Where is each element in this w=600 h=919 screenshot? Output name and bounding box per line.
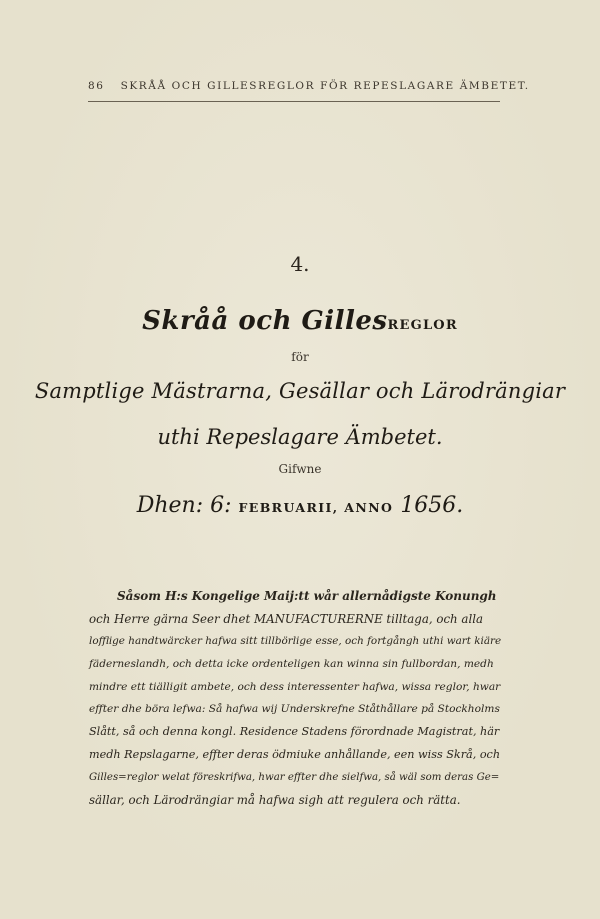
body-line: Gilles=reglor welat föreskrifwa, hwar effter dhe sielfwa, så wäl som deras Ge= <box>89 771 500 783</box>
body-line: lofflige handtwärcker hafwa sitt tillbörlige esse, och fortgångh uthi wart kiäre <box>89 635 502 648</box>
header-rule <box>88 101 500 102</box>
title-gifwne: Gifwne <box>278 462 322 476</box>
body-line: och Herre gärna Seer dhet MANUFACTURERNE tilltaga, och alla <box>89 611 484 626</box>
running-head-title: SKRÅÅ OCH GILLESREGLOR FÖR REPESLAGARE ÄMBETET. <box>120 80 530 92</box>
title-main: Skråå och Gilles <box>142 306 388 336</box>
body-line: Slått, så och denna kongl. Residence Stadens förordnade Magistrat, här <box>89 725 500 739</box>
date-year: 1656. <box>400 493 464 518</box>
body-line: medh Repslagarne, effter deras ödmiuke anhållande, een wiss Skrå, och <box>89 747 501 761</box>
body-line: fäderneslandh, och detta icke ordenteligen kan winna sin fullbordan, medh <box>89 658 494 671</box>
title-line-2: Samptlige Mästrarna, Gesällar och Lärodrängiar <box>34 379 566 403</box>
body-line: sällar, och Lärodrängiar må hafwa sigh att regulera och rätta. <box>89 793 461 808</box>
title-smallcaps: REGLOR <box>387 318 458 333</box>
body-text <box>89 585 501 812</box>
body-line: Såsom H:s Kongelige Maij:tt wår allernådigste Konungh <box>117 589 497 603</box>
date-line <box>0 493 600 518</box>
date-smallcaps: FEBRUARII, ANNO <box>238 500 394 515</box>
section-number: 4. <box>290 252 310 276</box>
body-line: effter dhe böra lefwa: Så hafwa wij Underskrefne Ståthållare på Stockholms <box>89 703 500 716</box>
running-head <box>88 80 530 96</box>
title-line-3: uthi Repeslagare Ämbetet. <box>157 425 443 449</box>
date-prefix: Dhen: 6: <box>136 493 232 518</box>
document-title <box>0 306 600 336</box>
title-for: för <box>291 350 309 364</box>
body-line: mindre ett tiälligit ambete, och dess interessenter hafwa, wissa reglor, hwar <box>89 680 501 693</box>
page-number: 86 <box>88 80 105 92</box>
